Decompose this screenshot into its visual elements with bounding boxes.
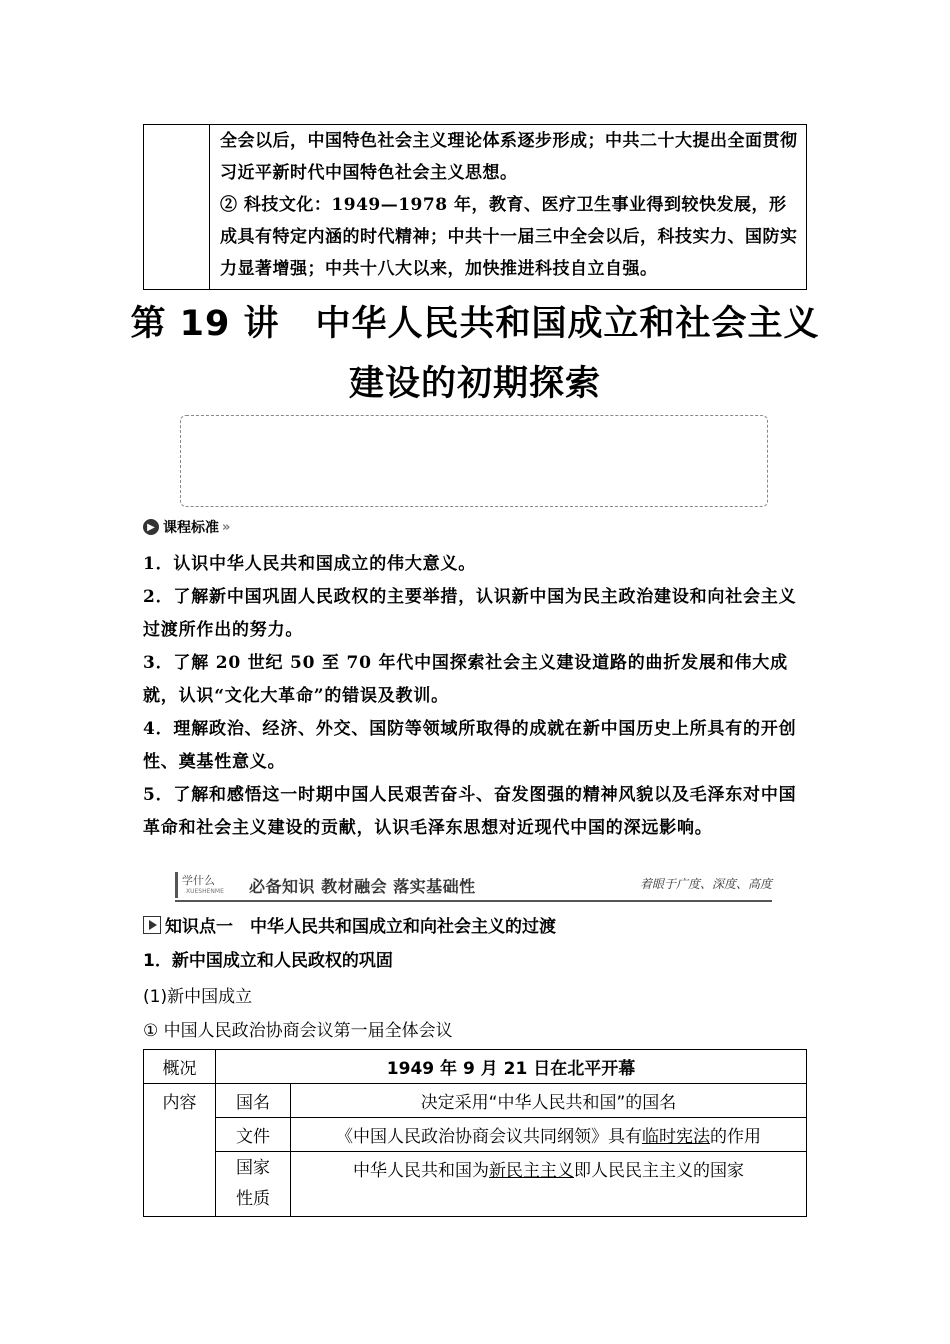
banner-title: 必备知识 教材融会 落实基础性 [249, 876, 476, 896]
cell-text: 中华人民共和国为 [353, 1161, 489, 1181]
cell-text: 国家 [236, 1158, 270, 1178]
continuation-table [143, 124, 807, 290]
list-item: 2．了解新中国巩固人民政权的主要举措，认识新中国为民主政治建设和向社会主义过渡所作出的努力。 [143, 587, 797, 640]
knowledge-point-heading [143, 912, 556, 937]
table-cell-key: 文件 [216, 1118, 291, 1152]
table-content-cell [210, 125, 806, 289]
play-square-icon [143, 916, 161, 934]
section-banner [175, 870, 772, 902]
table-cell-value [291, 1084, 807, 1118]
lecture-title-line-1: 第 19 讲 中华人民共和国成立和社会主义 [130, 304, 820, 344]
table-row [144, 1118, 807, 1152]
cppcc-table [143, 1049, 807, 1217]
list-item: 5．了解和感悟这一时期中国人民艰苦奋斗、奋发图强的精神风貌以及毛泽东对中国革命和社会主义建设的贡献，认识毛泽东思想对近现代中国的深远影响。 [143, 785, 797, 838]
cell-text: 《中国人民政治协商会议共同纲领》具有 [336, 1127, 642, 1147]
knowledge-point-text: 知识点一 中华人民共和国成立和向社会主义的过渡 [165, 917, 556, 937]
subheading-3: ① 中国人民政治协商会议第一届全体会议 [143, 1021, 453, 1041]
play-circle-icon: ▶ [143, 519, 159, 535]
table-row [144, 1084, 807, 1118]
standards-list [143, 548, 807, 845]
table-cell-label: 内容 [144, 1084, 216, 1217]
table-cell-key: 国名 [216, 1084, 291, 1118]
list-item: 4．理解政治、经济、外交、国防等领域所取得的成就在新中国历史上所具有的开创性、奠基性意义。 [143, 719, 797, 772]
section-label-text: 课程标准 [163, 520, 219, 536]
table-row [144, 1152, 807, 1217]
table-cell-label: 概况 [144, 1050, 216, 1084]
paragraph-ideology: 全会以后，中国特色社会主义理论体系逐步形成；中共二十大提出全面贯彻习近平新时代中国特色社会主义思想。 [220, 131, 798, 183]
cell-text: 即人民民主主义的国家 [574, 1161, 744, 1181]
logo-text: 学什么 [182, 874, 215, 887]
cell-text: 决定采用“中华人民共和国”的国名 [420, 1093, 677, 1113]
list-item: 1．认识中华人民共和国成立的伟大意义。 [143, 554, 477, 574]
lecture-title-line-2: 建设的初期探索 [348, 364, 601, 404]
logo-small-text: XUESHENME [186, 888, 224, 895]
cell-text: 性质 [236, 1189, 270, 1209]
table-cell-value: 1949 年 9 月 21 日在北平开幕 [216, 1050, 807, 1084]
underlined-term: 临时宪法 [642, 1127, 710, 1147]
table-cell-key [216, 1152, 291, 1217]
underlined-term: 新民主主义 [489, 1161, 574, 1181]
cell-text: 的作用 [710, 1127, 761, 1147]
subheading-2: (1)新中国成立 [143, 987, 253, 1007]
paragraph-science-culture: ② 科技文化：1949—1978 年，教育、医疗卫生事业得到较快发展，形成具有特定内涵的时代精神；中共十一届三中全会以后，科技实力、国防实力显著增强；中共十八大以来，加快推进科技自立自强。 [220, 195, 798, 279]
table-row [144, 1050, 807, 1084]
banner-subtitle: 着眼于广度、深度、高度 [639, 876, 772, 891]
banner-logo [175, 872, 229, 898]
table-cell-value [291, 1152, 807, 1217]
double-chevron-icon: » [222, 519, 231, 535]
subheading-1: 1．新中国成立和人民政权的巩固 [143, 951, 393, 971]
table-cell-value [291, 1118, 807, 1152]
curriculum-standard-label [143, 516, 230, 538]
list-item: 3．了解 20 世纪 50 至 70 年代中国探索社会主义建设道路的曲折发展和伟大成就，认识“文化大革命”的错误及教训。 [143, 653, 788, 706]
table-empty-cell [144, 125, 210, 289]
empty-dashed-box [180, 415, 768, 507]
